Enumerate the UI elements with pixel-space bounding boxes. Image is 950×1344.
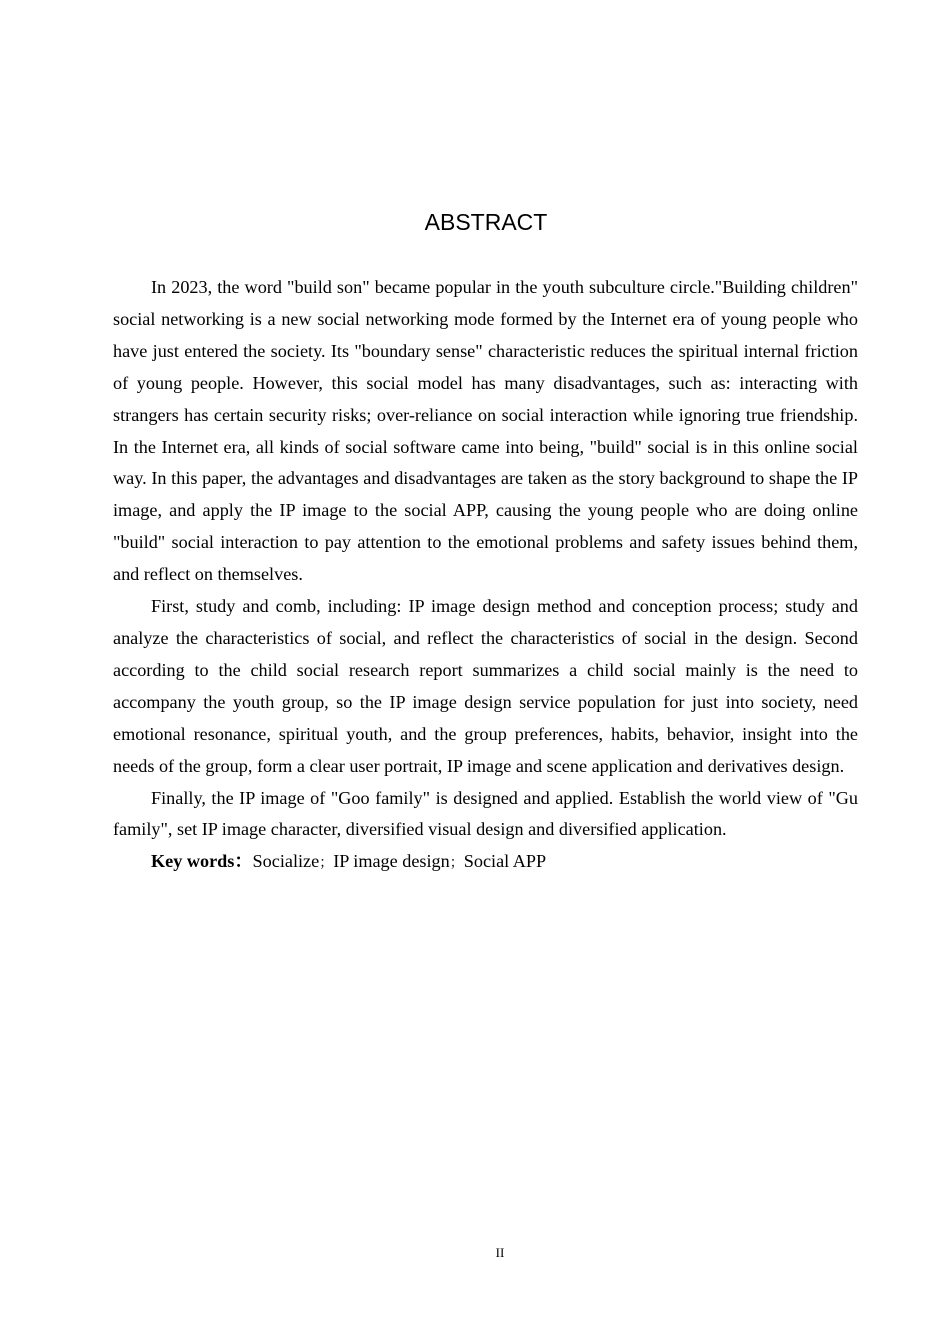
abstract-paragraph-2: First, study and comb, including: IP image design method and conception process; study and analyze the characteristics of social, and reflect the characteristics of social in the design. Second according to the child social research report summarizes a child social mainly is the need to accompany the youth group, so the IP image design service population for just into society, need emotional resonance, spiritual youth, and the group preferences, habits, behavior, insight into the needs of the group, form a clear user portrait, IP image and scene application and derivatives design. bbox=[113, 596, 858, 776]
abstract-paragraph-3: Finally, the IP image of "Goo family" is designed and applied. Establish the world view of "Gu family", set IP image character, diversified visual design and diversified application. bbox=[113, 787, 858, 840]
keyword-item: Socialize bbox=[252, 851, 320, 872]
page-number: II bbox=[495, 1245, 505, 1260]
abstract-body bbox=[113, 272, 858, 880]
keywords-line bbox=[113, 846, 858, 880]
keyword-separator: ； bbox=[319, 856, 334, 872]
abstract-title: ABSTRACT bbox=[424, 209, 548, 235]
abstract-paragraph-1: In 2023, the word "build son" became popular in the youth subculture circle."Building children" social networking is a new social networking mode formed by the Internet era of young people who have just entered the society. Its "boundary sense" characteristic reduces the spiritual internal friction of young people. However, this social model has many disadvantages, such as: interacting with strangers has certain security risks; over-reliance on social interaction while ignoring true friendship. In the Internet era, all kinds of social software came into being, "build" social is in this online social way. In this paper, the advantages and disadvantages are taken as the story background to shape the IP image, and apply the IP image to the social APP, causing the young people who are doing online "build" social interaction to pay attention to the emotional problems and safety issues behind them, and reflect on themselves. bbox=[113, 277, 858, 585]
keyword-separator: ； bbox=[449, 856, 464, 872]
keyword-item: IP image design bbox=[333, 851, 450, 872]
keywords-label: Key words： bbox=[151, 851, 253, 872]
keyword-item: Social APP bbox=[463, 851, 547, 872]
